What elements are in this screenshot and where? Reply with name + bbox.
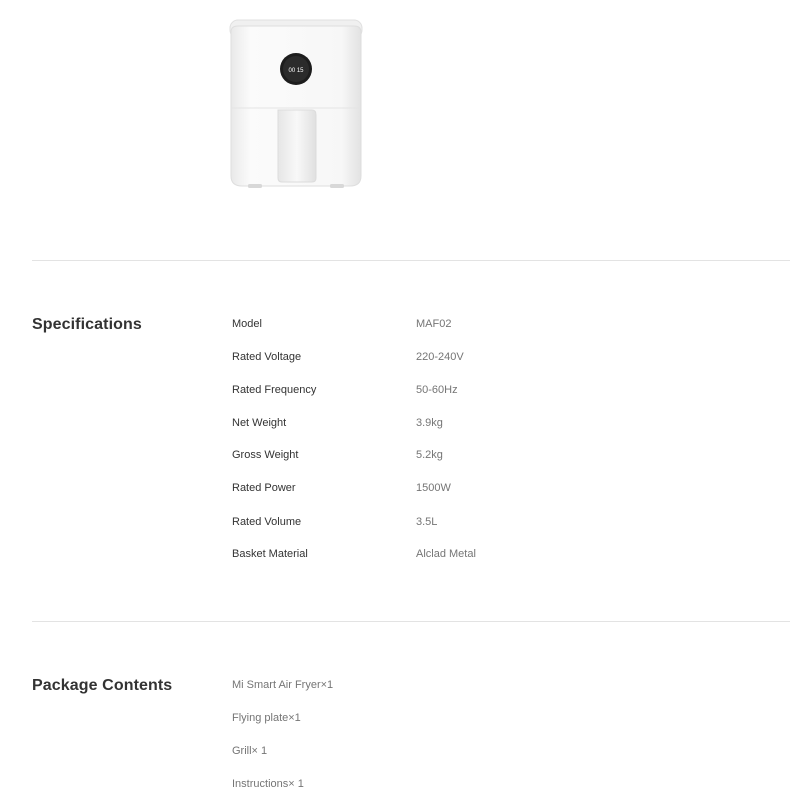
spec-label: Rated Power (232, 482, 296, 494)
spec-row-rated-frequency (232, 384, 632, 404)
package-item: Grill× 1 (232, 745, 268, 757)
spec-value: 1500W (416, 482, 451, 494)
package-contents-title: Package Contents (32, 677, 173, 694)
spec-row-rated-power (232, 482, 632, 502)
spec-value: 3.5L (416, 516, 438, 528)
spec-value: 220-240V (416, 351, 464, 363)
specifications-title: Specifications (32, 316, 142, 333)
svg-text:00 15: 00 15 (288, 68, 304, 74)
section-divider (32, 260, 790, 261)
spec-label: Rated Frequency (232, 384, 317, 396)
section-divider (32, 621, 790, 622)
package-item: Instructions× 1 (232, 778, 304, 790)
spec-row-rated-voltage (232, 351, 632, 371)
spec-row-model (232, 318, 632, 338)
spec-value: 5.2kg (416, 449, 443, 461)
spec-label: Basket Material (232, 548, 308, 560)
spec-row-basket-material (232, 548, 632, 568)
spec-value: MAF02 (416, 318, 452, 330)
spec-value: 3.9kg (416, 417, 443, 429)
air-fryer-image (228, 18, 364, 193)
spec-row-net-weight (232, 417, 632, 437)
spec-value: Alclad Metal (416, 548, 476, 560)
spec-label: Model (232, 318, 262, 330)
spec-label: Net Weight (232, 417, 287, 429)
spec-value: 50-60Hz (416, 384, 458, 396)
spec-row-gross-weight (232, 449, 632, 469)
spec-label: Rated Voltage (232, 351, 302, 363)
package-item: Flying plate×1 (232, 712, 301, 724)
spec-row-rated-volume (232, 516, 632, 536)
spec-label: Rated Volume (232, 516, 302, 528)
spec-label: Gross Weight (232, 449, 299, 461)
package-item: Mi Smart Air Fryer×1 (232, 679, 334, 691)
